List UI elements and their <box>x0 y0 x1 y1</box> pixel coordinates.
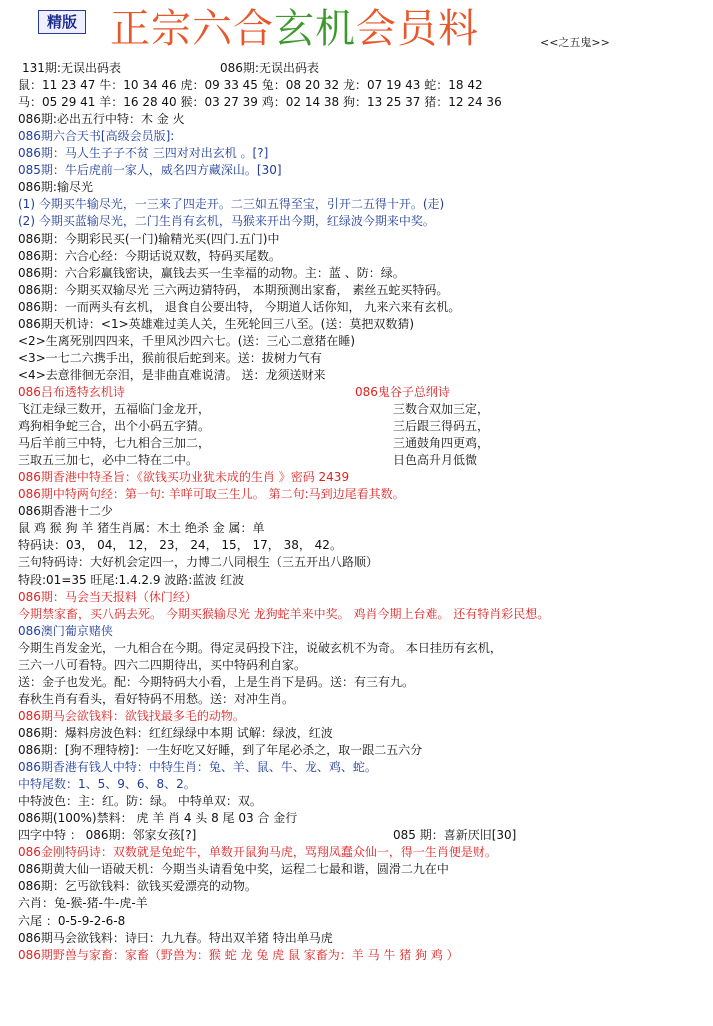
text-line: 春秋生肖有看头，看好特码不用愁。送：对冲生肖。 <box>18 691 295 706</box>
text-line: 中特波色：主：红。防：绿。 中特单双：双。 <box>18 794 262 809</box>
text-line: 086期：爆料房波色料：红红绿绿中本期 试解：绿波，红波 <box>18 725 333 740</box>
text-line: 四字中特 ： 086期：邻家女孩[?] <box>18 828 197 843</box>
text-line: 086澳门葡京赌侠 <box>18 623 113 638</box>
text-line: 三句特码诗：大好机会定四一，力博二八同根生（三五开出八路顺） <box>18 555 379 570</box>
text-line: 086期：六合心经：今期话说双数，特码买尾数。 <box>18 248 281 263</box>
text-line: <4>去意徘徊无奈泪，是非曲直难说清。 送：龙须送财来 <box>18 367 326 382</box>
text-line: 马后羊前三中特，七九相合三加二， <box>18 436 211 451</box>
page-subtitle: <<之五鬼>> <box>540 36 610 49</box>
text-line: 086期:输尽光 <box>18 180 93 195</box>
text-line: 086期马会欲钱料：欲钱找最多毛的动物。 <box>18 708 245 723</box>
text-line-right: 三数合双加三定， <box>393 402 490 416</box>
title-part-a: 正宗六合 <box>110 6 274 52</box>
text-line: 六尾 ：0-5-9-2-6-8 <box>18 913 126 928</box>
text-line-right: 三后跟三得码五， <box>393 419 490 434</box>
text-line: 086期香港十二少 <box>18 504 113 519</box>
line-0-right: 086期:无误出码表 <box>220 61 319 75</box>
text-line-right: 三通鼓角四更鸡， <box>393 436 490 451</box>
text-line: 086期黄大仙一语破天机：今期当头请看兔中奖，运程二七最和谐，圆滑二九在中 <box>18 862 449 877</box>
text-line: 086金刚特码诗：双数就是兔蛇牛，单数开鼠狗马虎，骂翔凤蠢众仙一，得一生肖便是财。 <box>18 845 497 860</box>
text-line: 特段:01=35 旺尾:1.4.2.9 波路:蓝波 红波 <box>18 572 245 587</box>
page-header <box>0 0 713 62</box>
text-line: 086期：今期买双输尽光 三六两边猜特码， 本期预测出家畜， 素丝五蛇买特码。 <box>18 282 449 297</box>
edition-badge: 精版 <box>38 10 86 34</box>
text-line: 鼠：11 23 47 牛：10 34 46 虎：09 33 45 兔：08 20 32 龙：07 19 43 蛇：18 42 <box>18 78 483 93</box>
text-line: 086期香港有钱人中特：中特生肖：兔、羊、鼠、牛、龙、鸡、蛇。 <box>18 760 377 775</box>
text-line: 三取五三加七，必中二特在二中。 <box>18 453 199 468</box>
text-line: 086期：今期彩民买(一门)输精光买(四门.五门)中 <box>18 231 280 246</box>
text-line: (2) 今期买蓝输尽光，二门生肖有玄机，马猴来开出今期，红绿波今期来中奖。 <box>18 214 435 229</box>
text-line: 085期：牛后虎前一家人，威名四方藏深山。[30] <box>18 163 282 178</box>
text-line: 今期生肖发金光，一九相合在今期。得定灵码投下注，说破玄机不为奇。 本日挂历有玄机， <box>18 640 502 655</box>
text-line: 马：05 29 41 羊：16 28 40 猴：03 27 39 鸡：02 14 38 狗：13 25 37 猪：12 24 36 <box>18 95 502 110</box>
text-line: 鸡狗相争蛇三合，出个小码五字猜。 <box>18 419 211 434</box>
text-line: 086期：一而两头有玄机， 退食自公要出特， 今期道人话你知， 九来六来有玄机。 <box>18 299 461 314</box>
text-line: 三六一八可看特。四六二四期待出，买中特码利自家。 <box>18 657 307 672</box>
text-line: 131期:无误出码表 <box>22 61 121 75</box>
text-line: 086期野兽与家畜：家畜（野兽为：猴 蛇 龙 兔 虎 鼠 家畜为：羊 马 牛 猪 狗 鸡 ） <box>18 947 459 962</box>
title-part-c: 会员料 <box>356 6 479 52</box>
text-line: 086期：乞丐欲钱料：欲钱买爱漂亮的动物。 <box>18 879 257 894</box>
text-line: 六肖：兔-猴-猪-牛-虎-羊 <box>18 896 148 911</box>
text-line: 086吕布透特玄机诗 <box>18 384 125 399</box>
text-line: <2>生离死别四四来，千里风沙四六七。(送：三心二意猪在睡) <box>18 333 356 348</box>
text-line: 086期：马人生子子不贫 三四对对出玄机 。[?] <box>18 146 269 161</box>
text-line: <3>一七二六携手出，猴前很后蛇到来。送：拔树力气有 <box>18 350 322 365</box>
text-line-right: 085 期：喜新厌旧[30] <box>393 828 517 843</box>
text-line: 086期中特两句经：第一句: 羊咩可取三生儿。 第二句:马到边尾看其数。 <box>18 487 405 502</box>
text-line: 086期马会欲钱料：诗曰：九九春。特出双羊猪 特出单马虎 <box>18 930 333 945</box>
text-line: 086期：[狗不理特榜]：一生好吃又好睡，到了年尾必杀之，取一跟二五六分 <box>18 743 423 757</box>
text-line: 特码诀：03， 04， 12， 23， 24， 15， 17， 38， 42。 <box>18 538 342 553</box>
text-line: 中特尾数：1、5、9、6、8、2。 <box>18 777 196 792</box>
text-line: 送：金子也发光。配：今期特码大小看，上是生肖下是码。送：有三有九。 <box>18 674 415 689</box>
text-line: 086期(100%)禁料： 虎 羊 肖 4 头 8 尾 03 合 金行 <box>18 811 298 826</box>
text-line: 今期禁家畜，买八码去死。 今期买猴输尽光 龙狗蛇羊来中奖。 鸡肖今期上台难。 还有特肖彩民想。 <box>18 606 550 621</box>
text-line-right: 086鬼谷子总纲诗 <box>355 384 450 399</box>
text-line: 鼠 鸡 猴 狗 羊 猪生肖属：木土 绝杀 金 属：单 <box>18 521 265 536</box>
text-line-right: 日色高升月低微 <box>393 453 478 468</box>
page-title <box>110 4 479 54</box>
text-line: (1) 今期买牛输尽光，一三来了四走开。二三如五得至宝，引开二五得十开。(走) <box>18 197 445 212</box>
text-line: 086期：马会当天报料（休门经） <box>18 589 197 604</box>
text-line: 086期：六合彩赢钱密诀，赢钱去买一生幸福的动物。主：蓝 、防：绿。 <box>18 265 405 280</box>
text-line: 086期六合天书[高级会员版]: <box>18 129 175 144</box>
text-line: 086期香港中特圣旨：《欲钱买功业犹未成的生肖 》密码 2439 <box>18 470 350 485</box>
text-line: 飞江走绿三数开，五福临门金龙开， <box>18 402 211 416</box>
text-line: 086期:必出五行中特：木 金 火 <box>18 112 185 127</box>
title-part-b: 玄机 <box>274 6 356 52</box>
text-line: 086期天机诗：<1>英雄难过美人关，生死轮回三八至。(送：莫把双数猜) <box>18 316 415 331</box>
